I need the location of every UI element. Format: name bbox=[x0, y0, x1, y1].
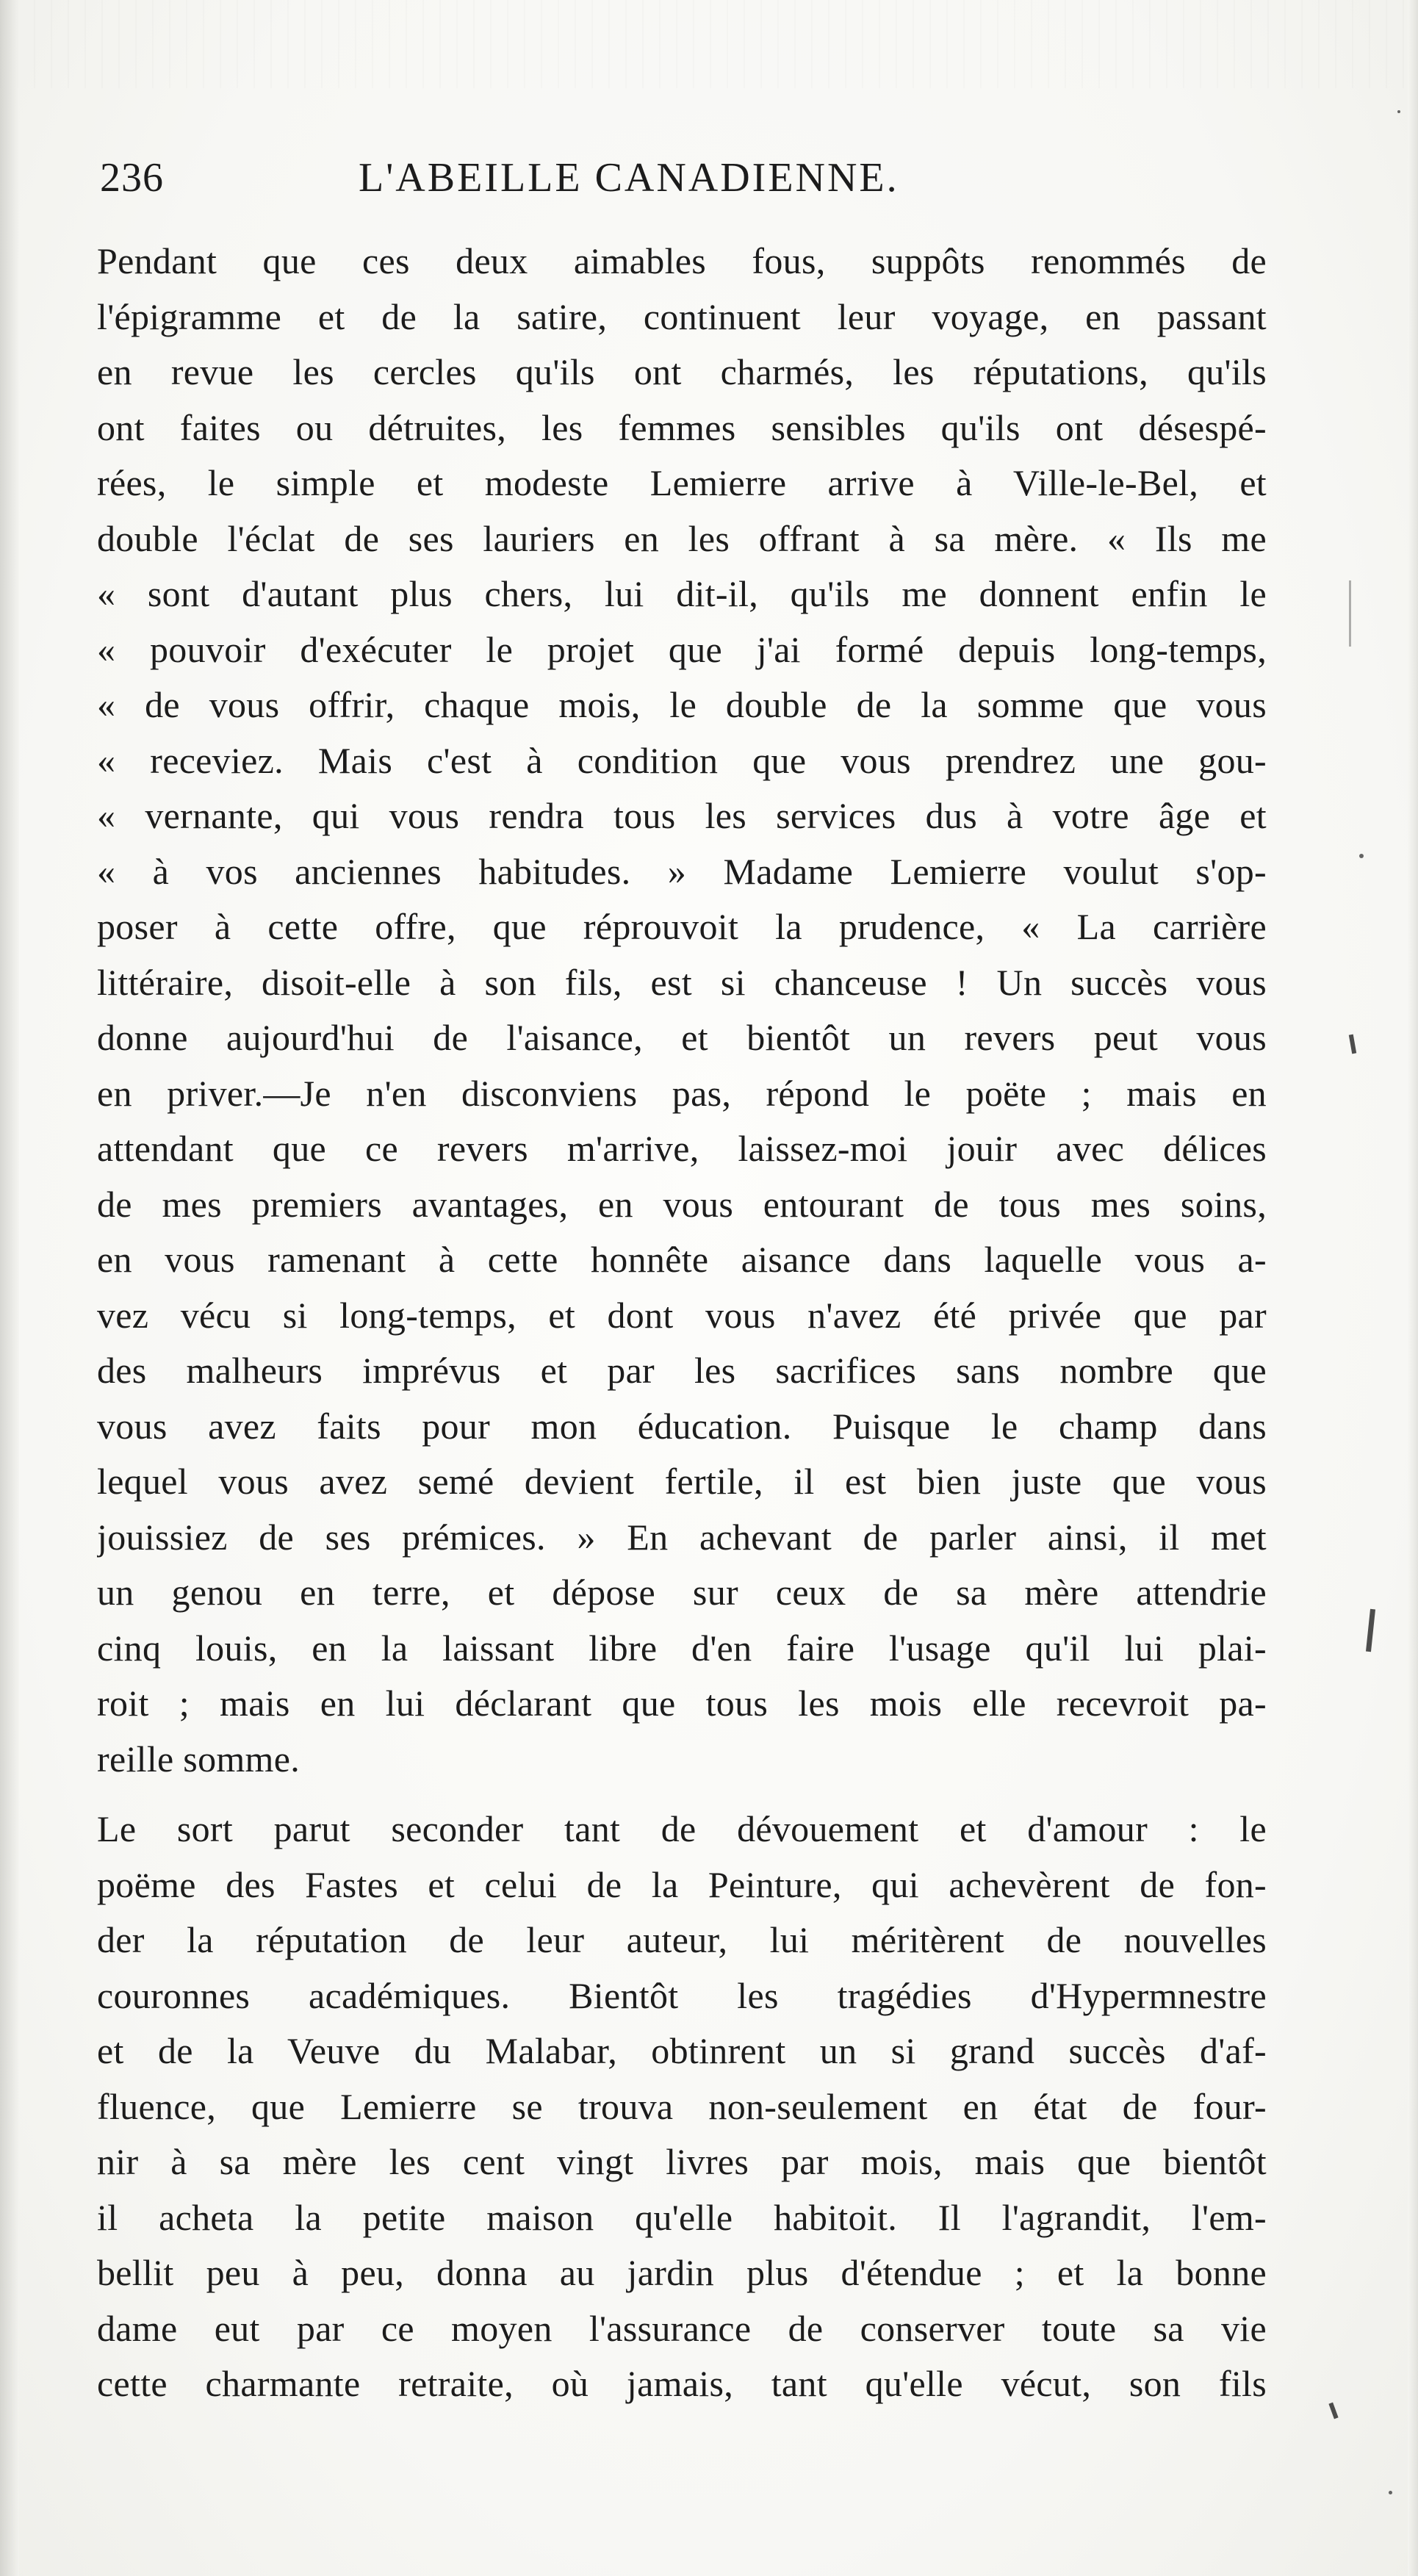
page-gutter-shadow bbox=[0, 0, 19, 2576]
text-line: « receviez. Mais c'est à condition que vous prendrez une gou- bbox=[97, 739, 1267, 781]
text-line: bellit peu à peu, donna au jardin plus d'étendue ; et la bonne bbox=[97, 2252, 1267, 2293]
text-line: attendant que ce revers m'arrive, laissez-moi jouir avec délices bbox=[97, 1128, 1267, 1169]
text-line: poëme des Fastes et celui de la Peinture, qui achevèrent de fon- bbox=[97, 1863, 1267, 1905]
text-line: l'épigramme et de la satire, continuent leur voyage, en passant bbox=[97, 295, 1267, 337]
scan-speck bbox=[1397, 110, 1400, 113]
text-line: reille somme. bbox=[97, 1738, 300, 1780]
text-line: vous avez faits pour mon éducation. Puisque le champ dans bbox=[97, 1405, 1267, 1447]
journal-title: L'ABEILLE CANADIENNE. bbox=[359, 155, 899, 201]
text-line: roit ; mais en lui déclarant que tous les mois elle recevroit pa- bbox=[97, 1683, 1267, 1724]
text-line: lequel vous avez semé devient fertile, il est bien juste que vous bbox=[97, 1461, 1267, 1502]
text-line: double l'éclat de ses lauriers en les offrant à sa mère. « Ils me bbox=[97, 517, 1267, 559]
margin-ink-mark bbox=[1349, 580, 1351, 647]
margin-ink-mark bbox=[1366, 1609, 1375, 1652]
scan-noise-top bbox=[0, 0, 1418, 88]
text-line: il acheta la petite maison qu'elle habitoit. Il l'agrandit, l'em- bbox=[97, 2196, 1267, 2238]
paragraph-1 bbox=[97, 234, 1267, 1787]
text-line: en vous ramenant à cette honnête aisance dans laquelle vous a- bbox=[97, 1239, 1267, 1280]
text-line: rées, le simple et modeste Lemierre arrive à Ville-le-Bel, et bbox=[97, 462, 1267, 503]
text-line: en revue les cercles qu'ils ont charmés, les réputations, qu'ils bbox=[97, 351, 1267, 392]
text-line: ont faites ou détruites, les femmes sensibles qu'ils ont désespé- bbox=[97, 406, 1267, 448]
text-line: « sont d'autant plus chers, lui dit-il, qu'ils me donnent enfin le bbox=[97, 573, 1267, 614]
text-line: littéraire, disoit-elle à son fils, est si chanceuse ! Un succès vous bbox=[97, 961, 1267, 1003]
scan-speck bbox=[1359, 854, 1364, 858]
text-line: dame eut par ce moyen l'assurance de conserver toute sa vie bbox=[97, 2307, 1267, 2349]
text-line: des malheurs imprévus et par les sacrifices sans nombre que bbox=[97, 1350, 1267, 1391]
scan-speck bbox=[1389, 2491, 1392, 2494]
text-line: vez vécu si long-temps, et dont vous n'avez été privée que par bbox=[97, 1294, 1267, 1336]
text-line: donne aujourd'hui de l'aisance, et bientôt un revers peut vous bbox=[97, 1017, 1267, 1058]
text-line: cinq louis, en la laissant libre d'en faire l'usage qu'il lui plai- bbox=[97, 1627, 1267, 1669]
page-number: 236 bbox=[100, 155, 164, 201]
text-line: et de la Veuve du Malabar, obtinrent un si grand succès d'af- bbox=[97, 2030, 1267, 2071]
paragraph-2 bbox=[97, 1802, 1267, 2412]
margin-ink-mark bbox=[1328, 2403, 1338, 2420]
running-head bbox=[0, 154, 1418, 206]
margin-ink-mark bbox=[1349, 1035, 1356, 1054]
text-line: poser à cette offre, que réprouvoit la prudence, « La carrière bbox=[97, 906, 1267, 947]
text-line: Pendant que ces deux aimables fous, suppôts renommés de bbox=[97, 240, 1267, 281]
text-line: fluence, que Lemierre se trouva non-seulement en état de four- bbox=[97, 2085, 1267, 2127]
text-line: nir à sa mère les cent vingt livres par mois, mais que bientôt bbox=[97, 2141, 1267, 2182]
page-edge-shadow bbox=[1408, 0, 1418, 2576]
text-line: de mes premiers avantages, en vous entourant de tous mes soins, bbox=[97, 1183, 1267, 1225]
text-line: couronnes académiques. Bientôt les tragédies d'Hypermnestre bbox=[97, 1974, 1267, 2016]
text-line: « à vos anciennes habitudes. » Madame Lemierre voulut s'op- bbox=[97, 850, 1267, 892]
text-line: « pouvoir d'exécuter le projet que j'ai formé depuis long-temps, bbox=[97, 628, 1267, 670]
text-line: Le sort parut seconder tant de dévouement et d'amour : le bbox=[97, 1808, 1267, 1849]
text-line: cette charmante retraite, où jamais, tant qu'elle vécut, son fils bbox=[97, 2363, 1267, 2404]
text-line: « de vous offrir, chaque mois, le double de la somme que vous bbox=[97, 684, 1267, 725]
text-line: der la réputation de leur auteur, lui méritèrent de nouvelles bbox=[97, 1919, 1267, 1960]
text-line: en priver.—Je n'en disconviens pas, répond le poëte ; mais en bbox=[97, 1072, 1267, 1114]
body-text bbox=[97, 234, 1267, 2412]
text-line: un genou en terre, et dépose sur ceux de sa mère attendrie bbox=[97, 1572, 1267, 1613]
text-line: jouissiez de ses prémices. » En achevant de parler ainsi, il met bbox=[97, 1516, 1267, 1558]
text-line: « vernante, qui vous rendra tous les services dus à votre âge et bbox=[97, 795, 1267, 836]
